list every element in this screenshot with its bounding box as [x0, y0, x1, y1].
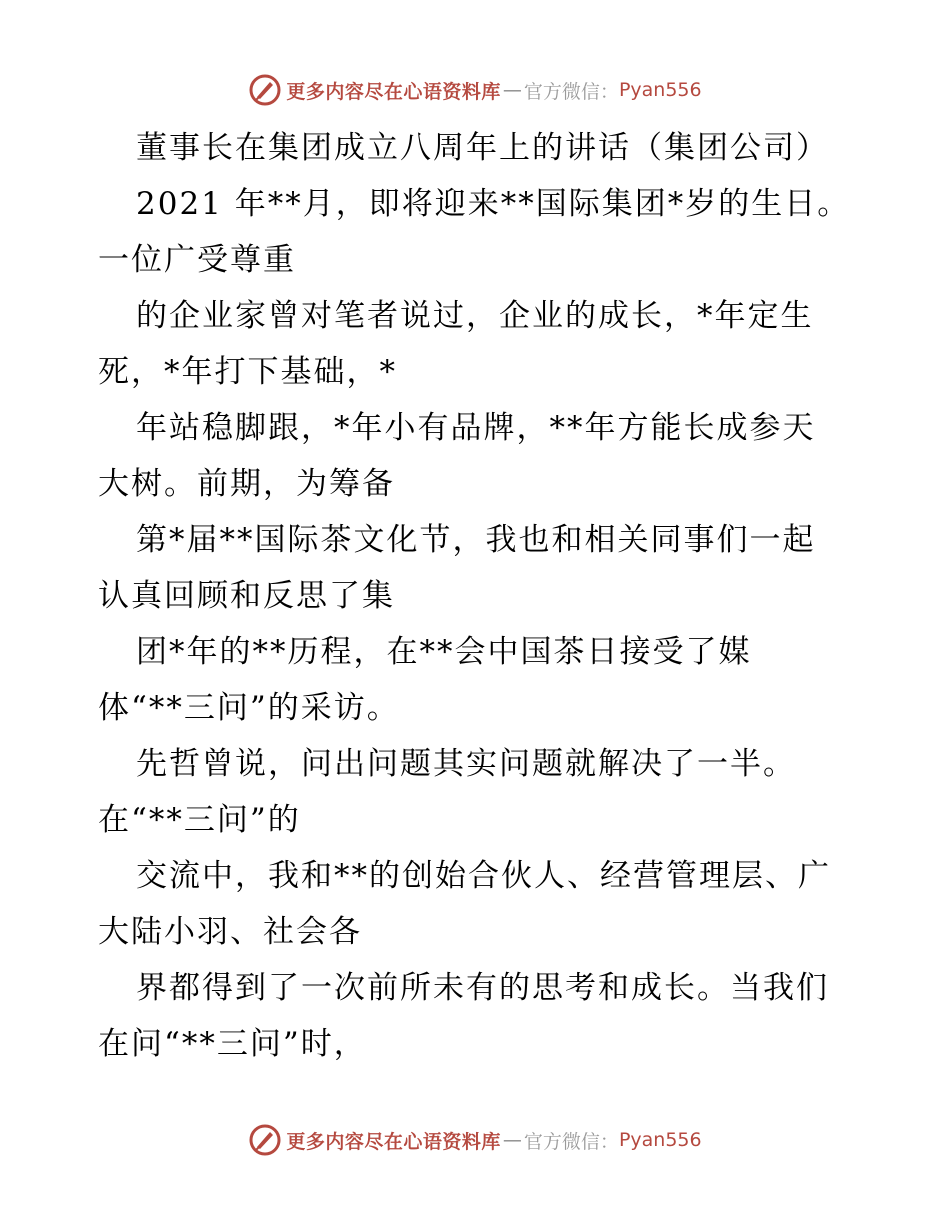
header-watermark [0, 70, 950, 110]
watermark-suffix: 官方微信： [523, 1130, 619, 1153]
quill-logo-icon [248, 1123, 282, 1157]
document-line: 认真回顾和反思了集 [98, 578, 395, 614]
document-line: 一位广受尊重 [98, 242, 296, 278]
watermark-suffix: 官方微信： [523, 80, 619, 103]
document-line: 交流中，我和**的创始合伙人、经营管理层、广 [136, 858, 831, 894]
watermark-brand: Pyan556 [618, 79, 702, 101]
watermark-brand: Pyan556 [618, 1129, 702, 1151]
document-line: 先哲曾说，问出问题其实问题就解决了一半。 [136, 746, 796, 782]
document-line: 在问“**三问”时， [98, 1026, 367, 1062]
watermark-dash: — [502, 1129, 522, 1151]
document-line: 第*届**国际茶文化节，我也和相关同事们一起 [136, 522, 816, 558]
document-line: 体“**三问”的采访。 [98, 690, 400, 726]
document-line: 团*年的**历程，在**会中国茶日接受了媒 [136, 634, 752, 670]
watermark-dash: — [502, 79, 522, 101]
document-line: 在“**三问”的 [98, 802, 301, 838]
document-line: 死，*年打下基础，* [98, 354, 397, 390]
watermark-prefix: 更多内容尽在心语资料库 [286, 80, 501, 103]
document-line: 大树。前期，为筹备 [98, 466, 395, 502]
document-line: 董事长在集团成立八周年上的讲话（集团公司） [136, 130, 829, 166]
document-line: 的企业家曾对笔者说过，企业的成长，*年定生 [136, 298, 814, 334]
watermark-prefix: 更多内容尽在心语资料库 [286, 1130, 501, 1153]
document-body [98, 120, 858, 1072]
document-line: 界都得到了一次前所未有的思考和成长。当我们 [136, 970, 829, 1006]
footer-watermark [0, 1120, 950, 1160]
document-line: 大陆小羽、社会各 [98, 914, 362, 950]
document-line: 年站稳脚跟，*年小有品牌，**年方能长成参天 [136, 410, 816, 446]
quill-logo-icon [248, 73, 282, 107]
document-line: 2021 年**月，即将迎来**国际集团*岁的生日。 [136, 186, 851, 222]
